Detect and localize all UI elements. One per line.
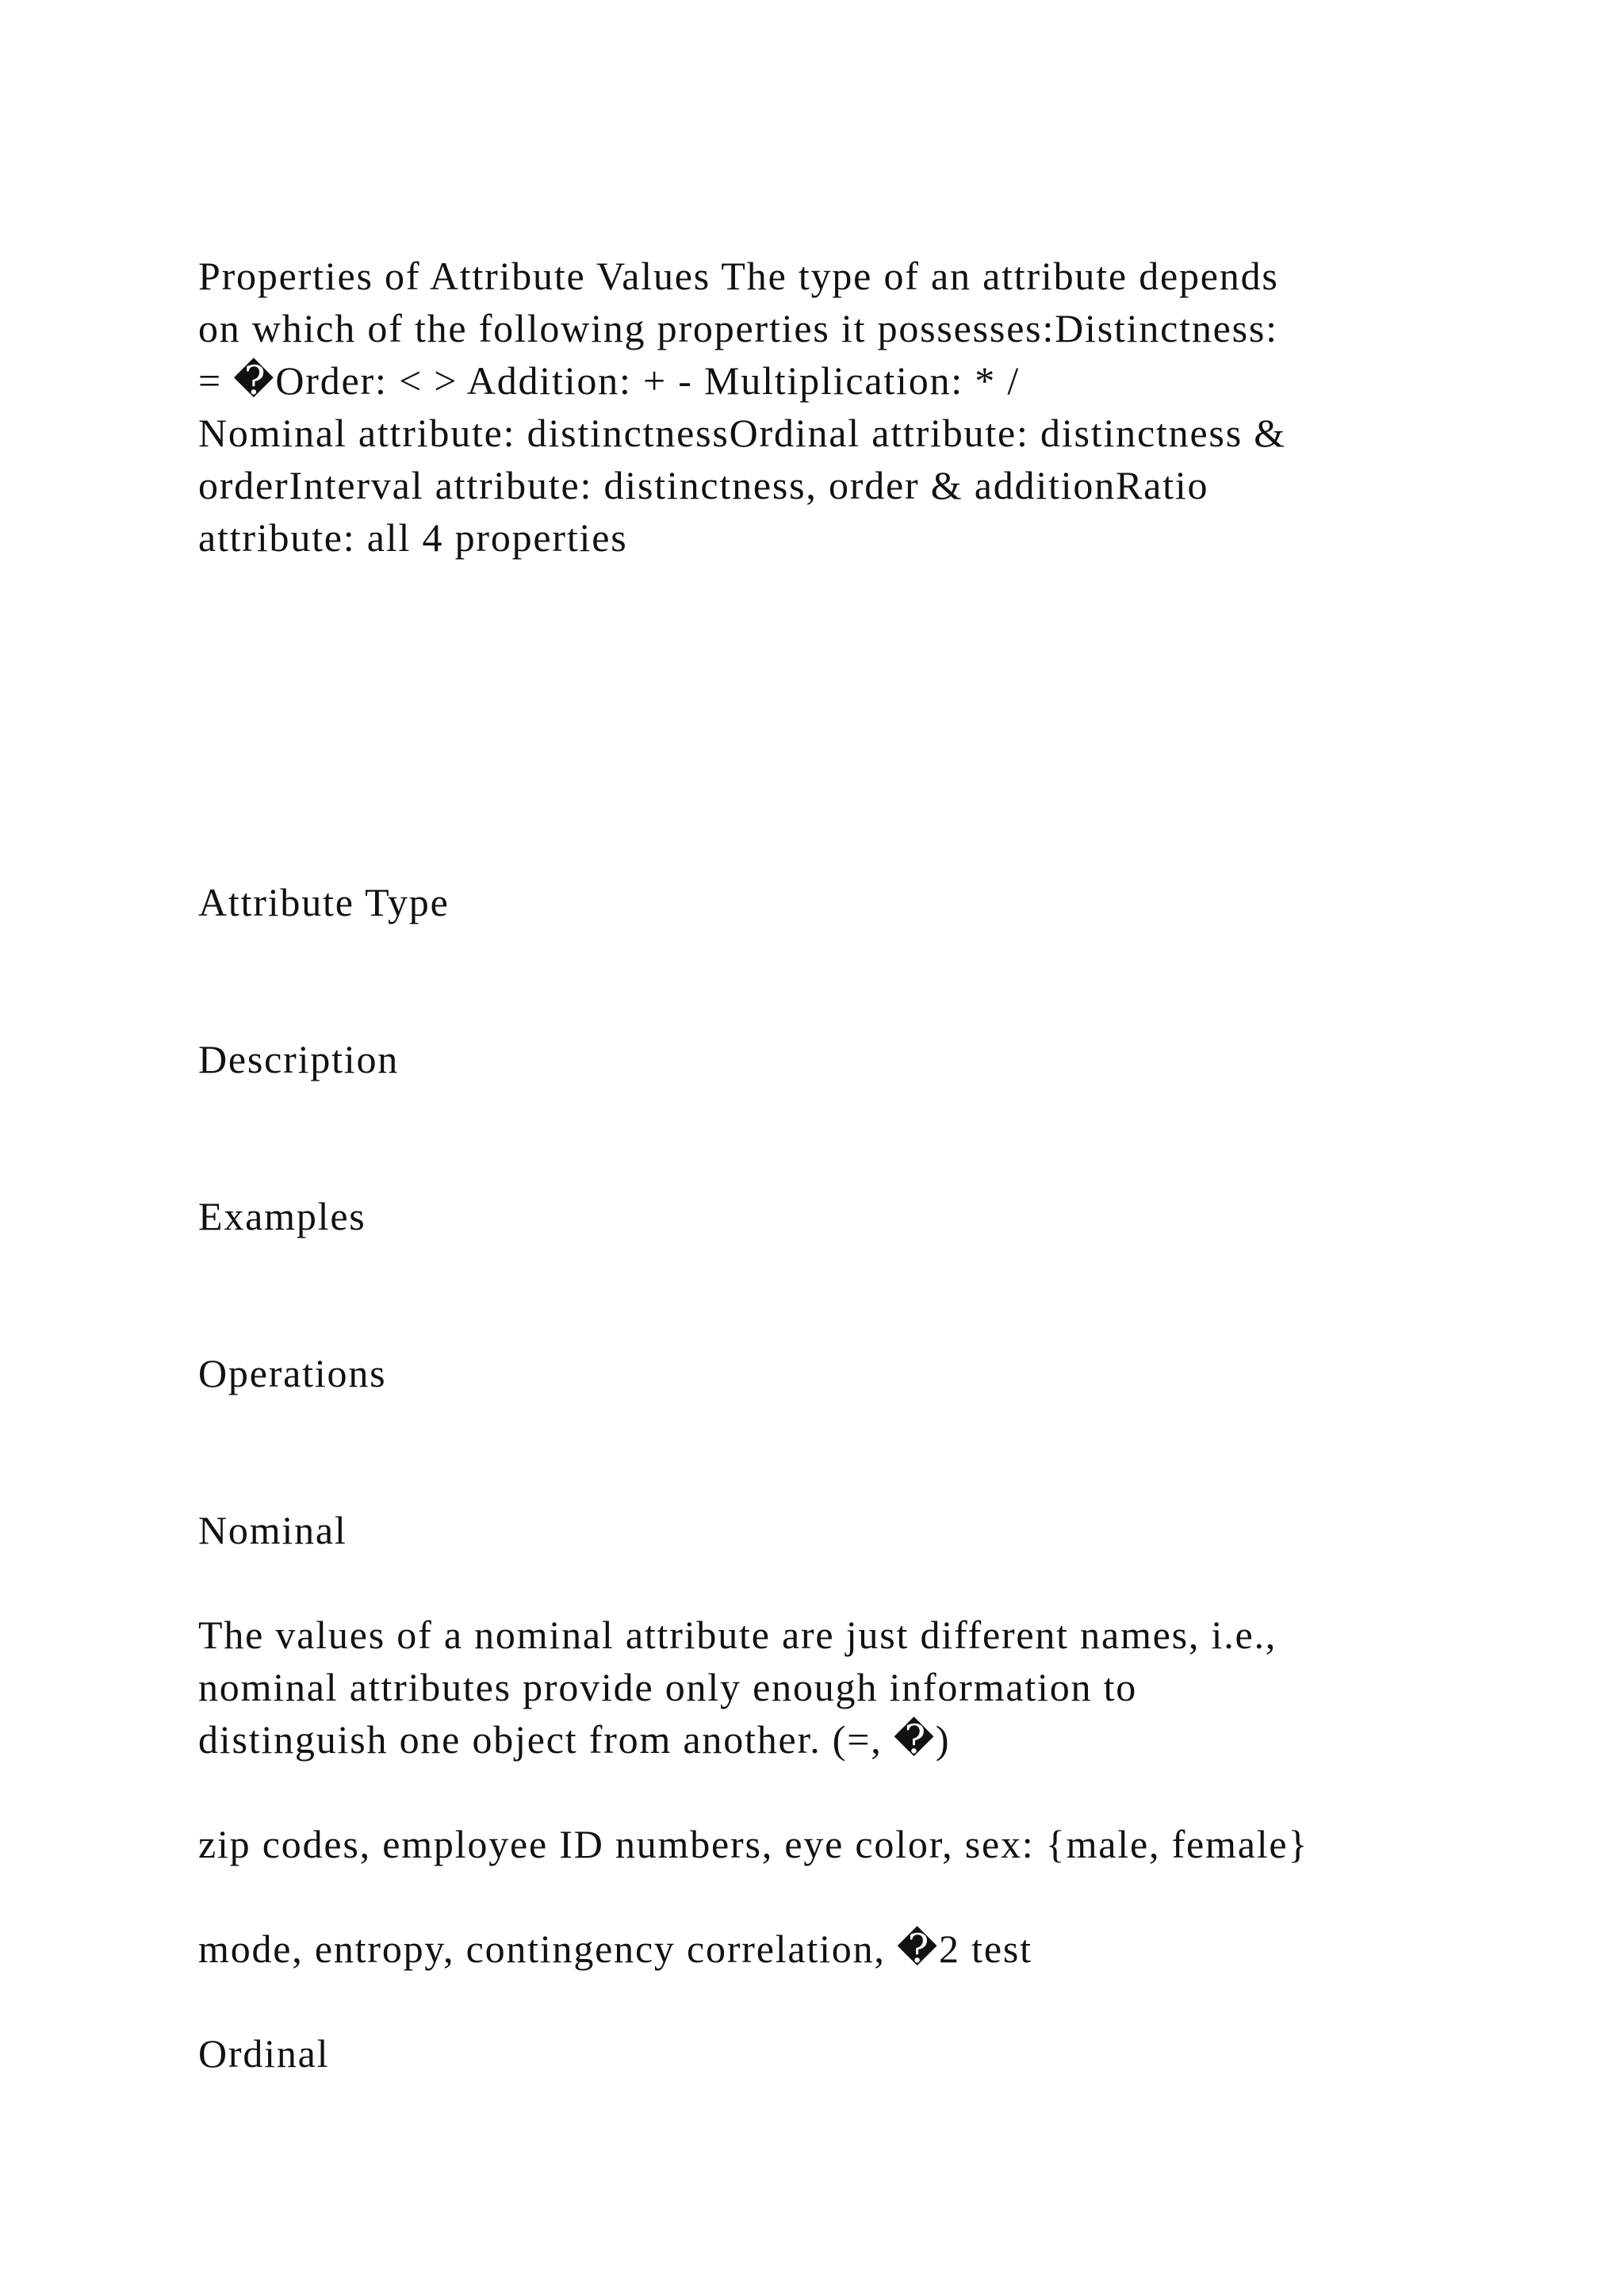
nominal-description-line: The values of a nominal attribute are just different names, i.e., — [198, 1613, 1277, 1657]
header-examples: Examples — [198, 1194, 366, 1238]
nominal-description — [198, 1609, 1435, 1766]
nominal-type: Nominal — [198, 1508, 347, 1552]
nominal-description-line: nominal attributes provide only enough information to — [198, 1665, 1138, 1709]
header-operations: Operations — [198, 1351, 387, 1395]
ordinal-type: Ordinal — [198, 2031, 330, 2076]
header-description: Description — [198, 1037, 400, 1081]
nominal-description-line: distinguish one object from another. (=, �) — [198, 1717, 951, 1762]
nominal-examples: zip codes, employee ID numbers, eye color, sex: {male, female} — [198, 1822, 1309, 1866]
intro-line: attribute: all 4 properties — [198, 515, 628, 560]
intro-line: = �Order: < > Addition: + - Multiplication: * / — [198, 358, 1021, 403]
intro-paragraph — [198, 250, 1435, 564]
intro-line: Properties of Attribute Values The type of an attribute depends — [198, 254, 1279, 298]
header-attribute-type: Attribute Type — [198, 880, 450, 924]
intro-line: orderInterval attribute: distinctness, order & additionRatio — [198, 463, 1209, 507]
nominal-operations: mode, entropy, contingency correlation, �2 test — [198, 1927, 1032, 1971]
intro-line: Nominal attribute: distinctnessOrdinal attribute: distinctness & — [198, 411, 1286, 455]
intro-line: on which of the following properties it possesses:Distinctness: — [198, 306, 1278, 350]
